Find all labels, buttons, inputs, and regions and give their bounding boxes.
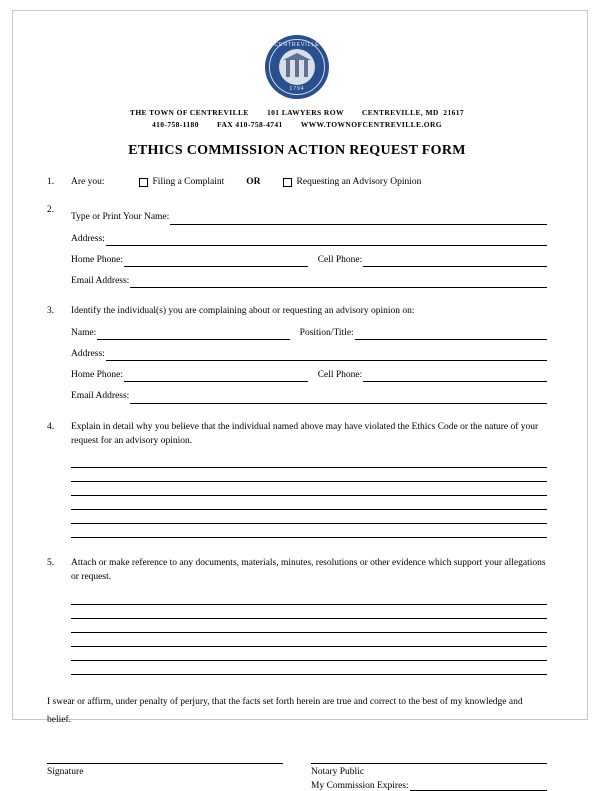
oath-statement: I swear or affirm, under penalty of perjury, that the facts set forth herein are true and correct to the best of my knowledge and belief. bbox=[47, 696, 523, 725]
explanation-line[interactable] bbox=[71, 482, 547, 496]
input-your-name[interactable] bbox=[170, 213, 547, 225]
item-5-number: 5. bbox=[47, 558, 55, 568]
letterhead-line-2: 410-758-1180 FAX 410-758-4741 WWW.TOWNOFCENTREVILLE.ORG bbox=[151, 120, 443, 129]
label-your-email: Email Address: bbox=[71, 276, 130, 286]
input-your-home-phone[interactable] bbox=[124, 255, 308, 267]
item-3-label: Identify the individual(s) you are complaining about or requesting an advisory opinion on: bbox=[71, 306, 415, 317]
input-subject-home-phone[interactable] bbox=[124, 370, 308, 382]
document-content bbox=[47, 35, 547, 791]
input-your-email[interactable] bbox=[130, 276, 547, 288]
attachment-line[interactable] bbox=[71, 619, 547, 633]
item-1-separator: OR bbox=[246, 177, 261, 187]
seal-top-text: CENTREVILLE bbox=[274, 42, 320, 48]
label-subject-address: Address: bbox=[71, 348, 105, 359]
option-advisory-opinion-label: Requesting an Advisory Opinion bbox=[296, 177, 422, 187]
item-5-label: Attach or make reference to any documents, materials, minutes, resolutions or other evidence which support your allegations or request. bbox=[71, 558, 546, 583]
input-your-address[interactable] bbox=[106, 234, 547, 246]
letterhead bbox=[47, 107, 547, 131]
item-1-label: Are you: bbox=[71, 177, 105, 187]
item-4-label: Explain in detail why you believe that the individual named above may have violated the Ethics Code or the nature of your request for an advisory opinion. bbox=[71, 421, 539, 446]
notary-label: Notary Public bbox=[311, 766, 365, 777]
checkbox-filing-complaint[interactable] bbox=[139, 178, 148, 187]
form-item-3 bbox=[47, 304, 547, 403]
item-2-number: 2. bbox=[47, 205, 55, 216]
explanation-line[interactable] bbox=[71, 524, 547, 538]
checkbox-advisory-opinion[interactable] bbox=[283, 178, 292, 187]
attachment-line[interactable] bbox=[71, 633, 547, 647]
explanation-line[interactable] bbox=[71, 468, 547, 482]
item-3-number: 3. bbox=[47, 306, 55, 317]
item-2-label: Type or Print Your Name: bbox=[71, 212, 170, 223]
input-commission-expires[interactable] bbox=[410, 779, 547, 791]
seal-bottom-text: 1794 bbox=[289, 86, 305, 92]
signature-block bbox=[47, 763, 547, 791]
input-subject-name[interactable] bbox=[97, 328, 289, 340]
explanation-lines bbox=[71, 454, 547, 538]
input-subject-email[interactable] bbox=[130, 392, 547, 404]
form-item-5 bbox=[47, 556, 547, 585]
town-seal-container bbox=[47, 35, 547, 99]
form-item-1 bbox=[47, 175, 547, 189]
attachment-line[interactable] bbox=[71, 605, 547, 619]
explanation-line[interactable] bbox=[71, 454, 547, 468]
attachment-line[interactable] bbox=[71, 661, 547, 675]
item-1-number: 1. bbox=[47, 177, 55, 187]
input-subject-cell-phone[interactable] bbox=[363, 370, 547, 382]
label-subject-email: Email Address: bbox=[71, 391, 130, 402]
label-your-home-phone: Home Phone: bbox=[71, 254, 123, 265]
input-subject-address[interactable] bbox=[106, 349, 547, 361]
explanation-line[interactable] bbox=[71, 496, 547, 510]
commission-expires-label: My Commission Expires: bbox=[311, 780, 409, 791]
attachment-line[interactable] bbox=[71, 591, 547, 605]
label-subject-name: Name: bbox=[71, 327, 97, 338]
label-your-cell-phone: Cell Phone: bbox=[317, 254, 363, 265]
item-4-number: 4. bbox=[47, 421, 55, 432]
document-page bbox=[12, 10, 588, 791]
seal-pillars-shape bbox=[285, 57, 309, 79]
label-subject-home-phone: Home Phone: bbox=[71, 370, 123, 380]
input-subject-position[interactable] bbox=[355, 328, 547, 340]
explanation-line[interactable] bbox=[71, 510, 547, 524]
notary-line[interactable] bbox=[311, 763, 547, 764]
label-subject-cell-phone: Cell Phone: bbox=[317, 370, 363, 380]
attachment-lines bbox=[71, 591, 547, 675]
label-subject-position: Position/Title: bbox=[299, 327, 354, 338]
town-seal-icon bbox=[265, 35, 329, 99]
notary-column bbox=[311, 763, 547, 791]
option-filing-complaint-label: Filing a Complaint bbox=[152, 177, 225, 187]
letterhead-line-1: THE TOWN OF CENTREVILLE 101 LAWYERS ROW CENTREVILLE, MD 21617 bbox=[129, 108, 465, 117]
page-title: ETHICS COMMISSION ACTION REQUEST FORM bbox=[128, 143, 466, 158]
form-item-4 bbox=[47, 420, 547, 449]
form-item-2 bbox=[47, 203, 547, 288]
signature-label: Signature bbox=[47, 766, 84, 777]
signature-line[interactable] bbox=[47, 763, 283, 764]
label-your-address: Address: bbox=[71, 233, 105, 244]
input-your-cell-phone[interactable] bbox=[363, 255, 547, 267]
signature-column bbox=[47, 763, 283, 791]
attachment-line[interactable] bbox=[71, 647, 547, 661]
